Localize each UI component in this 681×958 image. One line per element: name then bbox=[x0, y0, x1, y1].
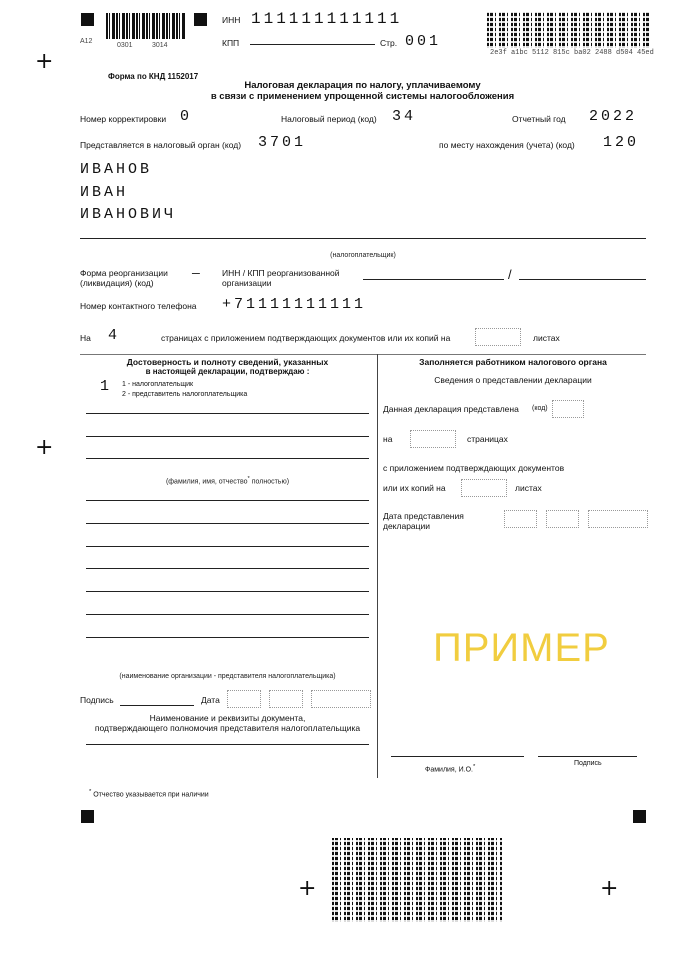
signer-option-1: 1 - налогоплательщик bbox=[122, 381, 194, 388]
signature-label: Подпись bbox=[574, 760, 602, 767]
taxpayer-patronymic[interactable]: ИВАНОВИЧ bbox=[80, 206, 177, 223]
inn-value[interactable]: 111111111111 bbox=[251, 10, 403, 28]
inn-label: ИНН bbox=[222, 15, 241, 25]
signature-field[interactable] bbox=[120, 705, 194, 706]
fio-line[interactable] bbox=[86, 413, 369, 414]
reorg-slash: / bbox=[508, 267, 512, 282]
barcode-text: 2e3f a1bc 5112 815c ba02 2488 d504 45ed bbox=[490, 49, 654, 57]
fio-caption: (фамилия, имя, отчество* полностью) bbox=[165, 476, 290, 486]
confirm-heading-line2: в настоящей декларации, подтверждаю : bbox=[145, 367, 310, 376]
form-barcode bbox=[106, 13, 186, 39]
pages-count-input[interactable] bbox=[410, 430, 456, 448]
section-divider bbox=[80, 354, 646, 355]
taxpayer-caption: (налогоплательщик) bbox=[330, 252, 396, 259]
fio-sign-line[interactable] bbox=[391, 756, 524, 757]
signer-option-2: 2 - представитель налогоплательщика bbox=[122, 391, 248, 398]
reorg-label: Форма реорганизации (ликвидация) (код) bbox=[80, 268, 168, 288]
fio-line[interactable] bbox=[86, 436, 369, 437]
phone-value[interactable]: +71111111111 bbox=[222, 296, 367, 313]
period-value[interactable]: 34 bbox=[392, 108, 417, 125]
on-label: на bbox=[383, 434, 393, 444]
reorg-inn-field[interactable] bbox=[363, 279, 504, 280]
submit-day-input[interactable] bbox=[504, 510, 537, 528]
date-year-input[interactable] bbox=[311, 690, 371, 708]
page-number: 001 bbox=[405, 33, 442, 50]
org-line[interactable] bbox=[86, 568, 369, 569]
year-value[interactable]: 2022 bbox=[589, 108, 638, 125]
sign-label: Подпись bbox=[80, 695, 114, 705]
kpp-field[interactable] bbox=[250, 44, 375, 45]
bottom-datamatrix-code bbox=[332, 838, 502, 922]
pages-label: страницах bbox=[467, 434, 508, 444]
kpp-label: КПП bbox=[222, 38, 240, 48]
submitted-code-input[interactable] bbox=[552, 400, 584, 418]
org-line[interactable] bbox=[86, 546, 369, 547]
correction-label: Номер корректировки bbox=[80, 114, 167, 124]
date-submit-label-line2: декларации bbox=[383, 521, 431, 531]
submit-year-input[interactable] bbox=[588, 510, 648, 528]
form-title-line2: в связи с применением упрощенной системы налогообложения bbox=[210, 91, 515, 102]
tax-office-subheading: Сведения о представлении декларации bbox=[434, 375, 592, 385]
form-code-2: 3014 bbox=[152, 42, 168, 49]
corner-marker bbox=[633, 810, 646, 823]
tax-office-heading: Заполняется работником налогового органа bbox=[419, 357, 607, 367]
org-line[interactable] bbox=[86, 500, 369, 501]
correction-value[interactable]: 0 bbox=[180, 108, 193, 125]
location-label: по месту нахождения (учета) (код) bbox=[439, 140, 575, 150]
registration-cross-icon: + bbox=[35, 49, 54, 74]
org-line[interactable] bbox=[86, 614, 369, 615]
sheets-count-input[interactable] bbox=[461, 479, 507, 497]
signer-value[interactable]: 1 bbox=[100, 378, 113, 395]
footnote: * Отчество указывается при наличии bbox=[89, 789, 209, 799]
sample-stamp: ПРИМЕР bbox=[433, 626, 610, 670]
column-divider bbox=[377, 354, 378, 778]
sheets-input[interactable] bbox=[475, 328, 521, 346]
org-caption: (наименование организации - представителя налогоплательщика) bbox=[119, 673, 336, 680]
form-title-line1: Налоговая декларация по налогу, уплачиваемому bbox=[244, 80, 481, 91]
attach-label: с приложением подтверждающих документов bbox=[383, 463, 565, 473]
date-month-input[interactable] bbox=[269, 690, 303, 708]
form-code-1: 0301 bbox=[117, 42, 133, 49]
knd-code: Форма по КНД 1152017 bbox=[108, 72, 199, 81]
org-line[interactable] bbox=[86, 523, 369, 524]
phone-label: Номер контактного телефона bbox=[80, 301, 197, 311]
confirm-heading-line1: Достоверность и полноту сведений, указанных bbox=[126, 357, 329, 367]
registration-cross-icon: + bbox=[600, 876, 619, 901]
org-line[interactable] bbox=[86, 637, 369, 638]
date-label: Дата bbox=[201, 695, 220, 705]
right-sheets-label: листах bbox=[515, 483, 542, 493]
date-day-input[interactable] bbox=[227, 690, 261, 708]
reorg-inn-label: ИНН / КПП реорганизованной организации bbox=[222, 268, 340, 288]
location-value[interactable]: 120 bbox=[603, 134, 640, 151]
registration-cross-icon: + bbox=[35, 435, 54, 460]
copies-label: или их копий на bbox=[383, 483, 446, 493]
sheets-text: листах bbox=[533, 333, 560, 343]
doc-caption-line1: Наименование и реквизиты документа, bbox=[149, 713, 306, 723]
taxpayer-name[interactable]: ИВАН bbox=[80, 184, 129, 201]
submitted-label: Данная декларация представлена bbox=[383, 404, 519, 414]
pages-prefix: На bbox=[80, 333, 91, 343]
year-label: Отчетный год bbox=[512, 114, 566, 124]
registration-cross-icon: + bbox=[298, 876, 317, 901]
doc-line[interactable] bbox=[86, 744, 369, 745]
corner-marker bbox=[194, 13, 207, 26]
reorg-kpp-field[interactable] bbox=[519, 279, 646, 280]
org-line[interactable] bbox=[86, 591, 369, 592]
tax-authority-label: Представляется в налоговый орган (код) bbox=[80, 140, 242, 150]
taxpayer-surname[interactable]: ИВАНОВ bbox=[80, 161, 153, 178]
taxpayer-underline bbox=[80, 238, 646, 239]
corner-marker bbox=[81, 810, 94, 823]
datamatrix-code bbox=[487, 12, 650, 48]
period-label: Налоговый период (код) bbox=[281, 114, 377, 124]
page-label: Стр. bbox=[380, 38, 398, 48]
doc-caption-line2: подтверждающего полномочия представителя налогоплательщика bbox=[94, 723, 361, 733]
signature-line[interactable] bbox=[538, 756, 637, 757]
pages-text: страницах с приложением подтверждающих документов или их копий на bbox=[161, 333, 451, 343]
reorg-value[interactable]: — bbox=[192, 266, 203, 281]
page-code: A12 bbox=[80, 38, 93, 45]
submitted-code-label: (код) bbox=[532, 405, 548, 412]
date-submit-label-line1: Дата представления bbox=[383, 511, 464, 521]
corner-marker bbox=[81, 13, 94, 26]
pages-value[interactable]: 4 bbox=[108, 327, 121, 344]
submit-month-input[interactable] bbox=[546, 510, 579, 528]
tax-authority-value[interactable]: 3701 bbox=[258, 134, 307, 151]
fio-line[interactable] bbox=[86, 458, 369, 459]
fio-label: Фамилия, И.О.* bbox=[425, 764, 476, 774]
